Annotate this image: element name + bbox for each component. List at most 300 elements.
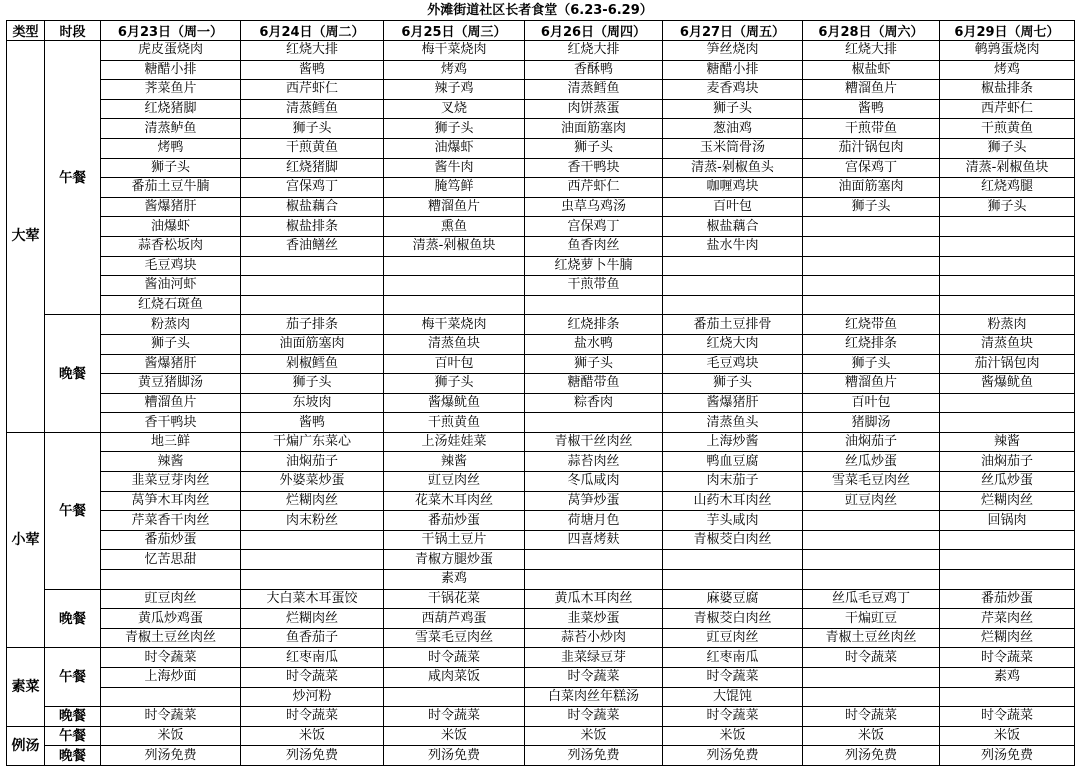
dish-cell: 油焖茄子: [241, 452, 384, 472]
dish-cell: 时令蔬菜: [663, 668, 803, 688]
dish-cell: 芋头咸肉: [663, 511, 803, 531]
header-cell: 6月25日（周三）: [384, 21, 525, 41]
dish-cell: 猪脚汤: [803, 413, 940, 433]
dish-cell: 烂糊肉丝: [940, 491, 1075, 511]
menu-sheet: [6, 2, 1074, 766]
dish-cell: 宫保鸡丁: [803, 158, 940, 178]
dish-cell: 盐水牛肉: [663, 236, 803, 256]
dish-cell: 粽香肉: [525, 393, 663, 413]
dish-cell: 狮子头: [384, 119, 525, 139]
dish-cell: 红枣南瓜: [663, 648, 803, 668]
dish-cell: 米饭: [525, 726, 663, 746]
dish-cell: 时令蔬菜: [101, 707, 241, 727]
table-row: [7, 609, 1075, 629]
dish-cell: 韭菜豆芽肉丝: [101, 472, 241, 492]
dish-cell: 米饭: [241, 726, 384, 746]
dish-cell: 百叶包: [384, 354, 525, 374]
dish-cell: 肉末粉丝: [241, 511, 384, 531]
dish-cell: 上海炒面: [101, 668, 241, 688]
dish-cell: 芹菜香干肉丝: [101, 511, 241, 531]
dish-cell: 米饭: [803, 726, 940, 746]
dish-cell: 辣酱: [384, 452, 525, 472]
dish-cell: 烤鸡: [384, 60, 525, 80]
table-row: [7, 60, 1075, 80]
dish-cell: 素鸡: [940, 668, 1075, 688]
category-cell: 大荤: [7, 41, 45, 433]
dish-cell: 油面筋塞肉: [803, 178, 940, 198]
dish-cell: 清蒸鳕鱼: [525, 80, 663, 100]
table-row: [7, 746, 1075, 766]
table-row: [7, 119, 1075, 139]
dish-cell: 丝瓜炒蛋: [803, 452, 940, 472]
menu-body: [7, 41, 1075, 766]
dish-cell: 上海炒酱: [663, 432, 803, 452]
dish-cell: 麦香鸡块: [663, 80, 803, 100]
dish-cell: 时令蔬菜: [525, 707, 663, 727]
header-cell: 6月28日（周六）: [803, 21, 940, 41]
dish-cell: [241, 276, 384, 296]
header-cell: 类型: [7, 21, 45, 41]
dish-cell: 时令蔬菜: [940, 648, 1075, 668]
table-row: [7, 197, 1075, 217]
dish-cell: [803, 687, 940, 707]
dish-cell: 咸肉菜饭: [384, 668, 525, 688]
table-row: [7, 589, 1075, 609]
dish-cell: 椒盐藕合: [241, 197, 384, 217]
dish-cell: 椒盐排条: [940, 80, 1075, 100]
dish-cell: 狮子头: [803, 354, 940, 374]
dish-cell: 椒盐排条: [241, 217, 384, 237]
dish-cell: 丝瓜毛豆鸡丁: [803, 589, 940, 609]
table-row: [7, 315, 1075, 335]
dish-cell: 山药木耳肉丝: [663, 491, 803, 511]
dish-cell: [940, 295, 1075, 315]
dish-cell: 四喜烤麸: [525, 530, 663, 550]
dish-cell: [663, 276, 803, 296]
table-row: [7, 138, 1075, 158]
dish-cell: 清蒸鱼块: [384, 334, 525, 354]
dish-cell: 毛豆鸡块: [101, 256, 241, 276]
table-row: [7, 217, 1075, 237]
table-row: [7, 491, 1075, 511]
dish-cell: 大白菜木耳蛋饺: [241, 589, 384, 609]
dish-cell: [663, 256, 803, 276]
dish-cell: 豇豆肉丝: [663, 628, 803, 648]
dish-cell: 红烧大排: [803, 41, 940, 61]
dish-cell: 青椒茭白肉丝: [663, 609, 803, 629]
table-row: [7, 550, 1075, 570]
dish-cell: 盐水鸭: [525, 334, 663, 354]
dish-cell: 酱鸭: [803, 99, 940, 119]
dish-cell: 红烧排条: [525, 315, 663, 335]
table-row: [7, 648, 1075, 668]
dish-cell: 干煸豇豆: [803, 609, 940, 629]
dish-cell: 西葫芦鸡蛋: [384, 609, 525, 629]
dish-cell: 狮子头: [940, 138, 1075, 158]
dish-cell: 茄子排条: [241, 315, 384, 335]
dish-cell: 香酥鸭: [525, 60, 663, 80]
dish-cell: [663, 550, 803, 570]
header-cell: 6月24日（周二）: [241, 21, 384, 41]
dish-cell: 酱爆猪肝: [101, 354, 241, 374]
dish-cell: 椒盐藕合: [663, 217, 803, 237]
dish-cell: 豇豆肉丝: [803, 491, 940, 511]
dish-cell: 糖醋小排: [101, 60, 241, 80]
dish-cell: 狮子头: [663, 374, 803, 394]
dish-cell: 时令蔬菜: [663, 707, 803, 727]
dish-cell: 香干鸭块: [101, 413, 241, 433]
dish-cell: 西芹虾仁: [241, 80, 384, 100]
table-row: [7, 276, 1075, 296]
dish-cell: [940, 276, 1075, 296]
table-row: [7, 452, 1075, 472]
dish-cell: 油爆虾: [384, 138, 525, 158]
dish-cell: 花菜木耳肉丝: [384, 491, 525, 511]
dish-cell: 青椒干丝肉丝: [525, 432, 663, 452]
dish-cell: [940, 570, 1075, 590]
dish-cell: [241, 550, 384, 570]
dish-cell: 时令蔬菜: [525, 668, 663, 688]
dish-cell: 酱爆猪肝: [101, 197, 241, 217]
dish-cell: [101, 687, 241, 707]
dish-cell: [803, 668, 940, 688]
dish-cell: 清蒸鱼头: [663, 413, 803, 433]
dish-cell: [241, 570, 384, 590]
dish-cell: 东坡肉: [241, 393, 384, 413]
dish-cell: 青椒方腿炒蛋: [384, 550, 525, 570]
dish-cell: 番茄土豆排骨: [663, 315, 803, 335]
table-row: [7, 295, 1075, 315]
dish-cell: 剁椒鳕鱼: [241, 354, 384, 374]
table-row: [7, 334, 1075, 354]
dish-cell: [803, 217, 940, 237]
dish-cell: [525, 550, 663, 570]
dish-cell: 清蒸-剁椒鱼块: [384, 236, 525, 256]
dish-cell: [663, 295, 803, 315]
dish-cell: 干煎带鱼: [803, 119, 940, 139]
table-row: [7, 668, 1075, 688]
dish-cell: [663, 570, 803, 590]
dish-cell: 忆苦思甜: [101, 550, 241, 570]
dish-cell: 韭菜绿豆芽: [525, 648, 663, 668]
dish-cell: [940, 530, 1075, 550]
header-cell: 6月23日（周一）: [101, 21, 241, 41]
dish-cell: 辣酱: [940, 432, 1075, 452]
dish-cell: 狮子头: [940, 197, 1075, 217]
table-row: [7, 374, 1075, 394]
dish-cell: 葱油鸡: [663, 119, 803, 139]
dish-cell: 韭菜炒蛋: [525, 609, 663, 629]
dish-cell: 西芹虾仁: [525, 178, 663, 198]
dish-cell: [940, 236, 1075, 256]
dish-cell: 番茄炒蛋: [940, 589, 1075, 609]
dish-cell: 狮子头: [384, 374, 525, 394]
dish-cell: [384, 256, 525, 276]
dish-cell: [803, 511, 940, 531]
dish-cell: 茄汁锅包肉: [940, 354, 1075, 374]
dish-cell: [241, 295, 384, 315]
dish-cell: 时令蔬菜: [384, 707, 525, 727]
header-row: [7, 21, 1075, 41]
dish-cell: [940, 256, 1075, 276]
dish-cell: 红烧大排: [241, 41, 384, 61]
table-row: [7, 236, 1075, 256]
dish-cell: 米饭: [101, 726, 241, 746]
table-row: [7, 354, 1075, 374]
table-row: [7, 687, 1075, 707]
dish-cell: 红枣南瓜: [241, 648, 384, 668]
dish-cell: 辣酱: [101, 452, 241, 472]
dish-cell: 酱爆猪肝: [663, 393, 803, 413]
dish-cell: 蒜苔肉丝: [525, 452, 663, 472]
dish-cell: [940, 550, 1075, 570]
dish-cell: [241, 256, 384, 276]
dish-cell: 冬瓜咸肉: [525, 472, 663, 492]
table-row: [7, 80, 1075, 100]
header-cell: 时段: [45, 21, 101, 41]
table-row: [7, 256, 1075, 276]
table-row: [7, 413, 1075, 433]
dish-cell: 豇豆肉丝: [101, 589, 241, 609]
dish-cell: 酱鸭: [241, 60, 384, 80]
dish-cell: 百叶包: [663, 197, 803, 217]
dish-cell: 列汤免费: [525, 746, 663, 766]
dish-cell: 熏鱼: [384, 217, 525, 237]
dish-cell: 红烧大肉: [663, 334, 803, 354]
period-cell: 午餐: [45, 432, 101, 589]
dish-cell: [803, 256, 940, 276]
dish-cell: 糖醋小排: [663, 60, 803, 80]
dish-cell: 鱼香茄子: [241, 628, 384, 648]
table-row: [7, 726, 1075, 746]
dish-cell: 肉饼蒸蛋: [525, 99, 663, 119]
dish-cell: 莴笋炒蛋: [525, 491, 663, 511]
dish-cell: 糟溜鱼片: [384, 197, 525, 217]
table-row: [7, 707, 1075, 727]
dish-cell: 鱼香肉丝: [525, 236, 663, 256]
dish-cell: 列汤免费: [940, 746, 1075, 766]
dish-cell: 时令蔬菜: [101, 648, 241, 668]
dish-cell: 油焖茄子: [940, 452, 1075, 472]
category-cell: 例汤: [7, 726, 45, 765]
dish-cell: 肉末茄子: [663, 472, 803, 492]
dish-cell: 红烧石斑鱼: [101, 295, 241, 315]
dish-cell: 狮子头: [525, 354, 663, 374]
dish-cell: 外婆菜炒蛋: [241, 472, 384, 492]
dish-cell: 狮子头: [663, 99, 803, 119]
dish-cell: 糟溜鱼片: [803, 374, 940, 394]
dish-cell: 干煎黄鱼: [241, 138, 384, 158]
dish-cell: 狮子头: [101, 158, 241, 178]
dish-cell: 荠菜鱼片: [101, 80, 241, 100]
dish-cell: 列汤免费: [101, 746, 241, 766]
dish-cell: [803, 530, 940, 550]
dish-cell: 大馄饨: [663, 687, 803, 707]
dish-cell: 列汤免费: [241, 746, 384, 766]
dish-cell: 蒜苔小炒肉: [525, 628, 663, 648]
dish-cell: 烂糊肉丝: [940, 628, 1075, 648]
dish-cell: 黄豆猪脚汤: [101, 374, 241, 394]
dish-cell: 上汤娃娃菜: [384, 432, 525, 452]
dish-cell: 清蒸鲈鱼: [101, 119, 241, 139]
dish-cell: 油面筋塞肉: [525, 119, 663, 139]
period-cell: 午餐: [45, 726, 101, 746]
page-title: 外滩街道社区长者食堂（6.23-6.29）: [427, 3, 653, 18]
dish-cell: 蒜香松坂肉: [101, 236, 241, 256]
menu-table: [6, 20, 1075, 766]
dish-cell: 酱牛肉: [384, 158, 525, 178]
dish-cell: 雪菜毛豆肉丝: [803, 472, 940, 492]
dish-cell: [803, 236, 940, 256]
dish-cell: 狮子头: [525, 138, 663, 158]
dish-cell: [803, 570, 940, 590]
dish-cell: 狮子头: [101, 334, 241, 354]
dish-cell: [803, 295, 940, 315]
table-row: [7, 628, 1075, 648]
dish-cell: 糟溜鱼片: [803, 80, 940, 100]
header-cell: 6月29日（周七）: [940, 21, 1075, 41]
dish-cell: [940, 413, 1075, 433]
dish-cell: 地三鲜: [101, 432, 241, 452]
header-cell: 6月27日（周五）: [663, 21, 803, 41]
dish-cell: 时令蔬菜: [803, 707, 940, 727]
period-cell: 晚餐: [45, 315, 101, 433]
dish-cell: 列汤免费: [803, 746, 940, 766]
dish-cell: 青椒土豆丝肉丝: [803, 628, 940, 648]
dish-cell: [241, 530, 384, 550]
dish-cell: 辣子鸡: [384, 80, 525, 100]
dish-cell: 粉蒸肉: [940, 315, 1075, 335]
dish-cell: 糟溜鱼片: [101, 393, 241, 413]
dish-cell: 狮子头: [241, 374, 384, 394]
dish-cell: [803, 550, 940, 570]
table-row: [7, 41, 1075, 61]
dish-cell: 红烧鸡腿: [940, 178, 1075, 198]
dish-cell: 茄汁锅包肉: [803, 138, 940, 158]
dish-cell: 干锅土豆片: [384, 530, 525, 550]
dish-cell: 叉烧: [384, 99, 525, 119]
dish-cell: 烂糊肉丝: [241, 609, 384, 629]
dish-cell: 干锅花菜: [384, 589, 525, 609]
dish-cell: 干煸广东菜心: [241, 432, 384, 452]
table-row: [7, 99, 1075, 119]
dish-cell: 酱油河虾: [101, 276, 241, 296]
dish-cell: 油面筋塞肉: [241, 334, 384, 354]
dish-cell: [803, 276, 940, 296]
dish-cell: 时令蔬菜: [940, 707, 1075, 727]
period-cell: 午餐: [45, 648, 101, 707]
period-cell: 晚餐: [45, 746, 101, 766]
table-row: [7, 570, 1075, 590]
dish-cell: 虫草乌鸡汤: [525, 197, 663, 217]
dish-cell: 宫保鸡丁: [525, 217, 663, 237]
dish-cell: 丝瓜炒蛋: [940, 472, 1075, 492]
header-cell: 6月26日（周四）: [525, 21, 663, 41]
period-cell: 午餐: [45, 41, 101, 315]
dish-cell: 番茄土豆牛腩: [101, 178, 241, 198]
table-row: [7, 432, 1075, 452]
dish-cell: 油焖茄子: [803, 432, 940, 452]
dish-cell: 莴笋木耳肉丝: [101, 491, 241, 511]
dish-cell: 糖醋带鱼: [525, 374, 663, 394]
dish-cell: 咖喱鸡块: [663, 178, 803, 198]
dish-cell: 百叶包: [803, 393, 940, 413]
table-row: [7, 158, 1075, 178]
dish-cell: [384, 295, 525, 315]
dish-cell: 狮子头: [803, 197, 940, 217]
dish-cell: 炒河粉: [241, 687, 384, 707]
table-row: [7, 530, 1075, 550]
dish-cell: [384, 687, 525, 707]
dish-cell: 红烧猪脚: [101, 99, 241, 119]
dish-cell: [525, 295, 663, 315]
table-row: [7, 178, 1075, 198]
dish-cell: 清蒸-剁椒鱼块: [940, 158, 1075, 178]
dish-cell: 红烧带鱼: [803, 315, 940, 335]
dish-cell: 鹌鹑蛋烧肉: [940, 41, 1075, 61]
dish-cell: 狮子头: [241, 119, 384, 139]
dish-cell: 干煎黄鱼: [384, 413, 525, 433]
dish-cell: 梅干菜烧肉: [384, 41, 525, 61]
dish-cell: [940, 217, 1075, 237]
dish-cell: 青椒土豆丝肉丝: [101, 628, 241, 648]
dish-cell: 青椒茭白肉丝: [663, 530, 803, 550]
dish-cell: 黄瓜炒鸡蛋: [101, 609, 241, 629]
dish-cell: 米饭: [663, 726, 803, 746]
dish-cell: 番茄炒蛋: [384, 511, 525, 531]
dish-cell: 米饭: [940, 726, 1075, 746]
dish-cell: 豇豆肉丝: [384, 472, 525, 492]
dish-cell: 列汤免费: [663, 746, 803, 766]
dish-cell: 酱爆鱿鱼: [940, 374, 1075, 394]
dish-cell: 黄瓜木耳肉丝: [525, 589, 663, 609]
dish-cell: 香油鳝丝: [241, 236, 384, 256]
dish-cell: 回锅肉: [940, 511, 1075, 531]
table-row: [7, 393, 1075, 413]
dish-cell: 红烧猪脚: [241, 158, 384, 178]
dish-cell: 清蒸鳕鱼: [241, 99, 384, 119]
dish-cell: 烂糊肉丝: [241, 491, 384, 511]
dish-cell: 梅干菜烧肉: [384, 315, 525, 335]
dish-cell: [940, 687, 1075, 707]
dish-cell: 粉蒸肉: [101, 315, 241, 335]
dish-cell: 红烧排条: [803, 334, 940, 354]
dish-cell: 干煎黄鱼: [940, 119, 1075, 139]
dish-cell: 香干鸭块: [525, 158, 663, 178]
dish-cell: 腌笃鲜: [384, 178, 525, 198]
dish-cell: 米饭: [384, 726, 525, 746]
period-cell: 晚餐: [45, 707, 101, 727]
dish-cell: 清蒸鱼块: [940, 334, 1075, 354]
dish-cell: [525, 570, 663, 590]
dish-cell: 毛豆鸡块: [663, 354, 803, 374]
dish-cell: 清蒸-剁椒鱼头: [663, 158, 803, 178]
dish-cell: 雪菜毛豆肉丝: [384, 628, 525, 648]
dish-cell: 油爆虾: [101, 217, 241, 237]
dish-cell: 荷塘月色: [525, 511, 663, 531]
dish-cell: [525, 413, 663, 433]
dish-cell: 烤鸭: [101, 138, 241, 158]
dish-cell: 红烧大排: [525, 41, 663, 61]
period-cell: 晚餐: [45, 589, 101, 648]
dish-cell: 笋丝烧肉: [663, 41, 803, 61]
dish-cell: 宫保鸡丁: [241, 178, 384, 198]
dish-cell: 时令蔬菜: [241, 707, 384, 727]
dish-cell: 干煎带鱼: [525, 276, 663, 296]
dish-cell: [384, 276, 525, 296]
dish-cell: 番茄炒蛋: [101, 530, 241, 550]
category-cell: 素菜: [7, 648, 45, 726]
